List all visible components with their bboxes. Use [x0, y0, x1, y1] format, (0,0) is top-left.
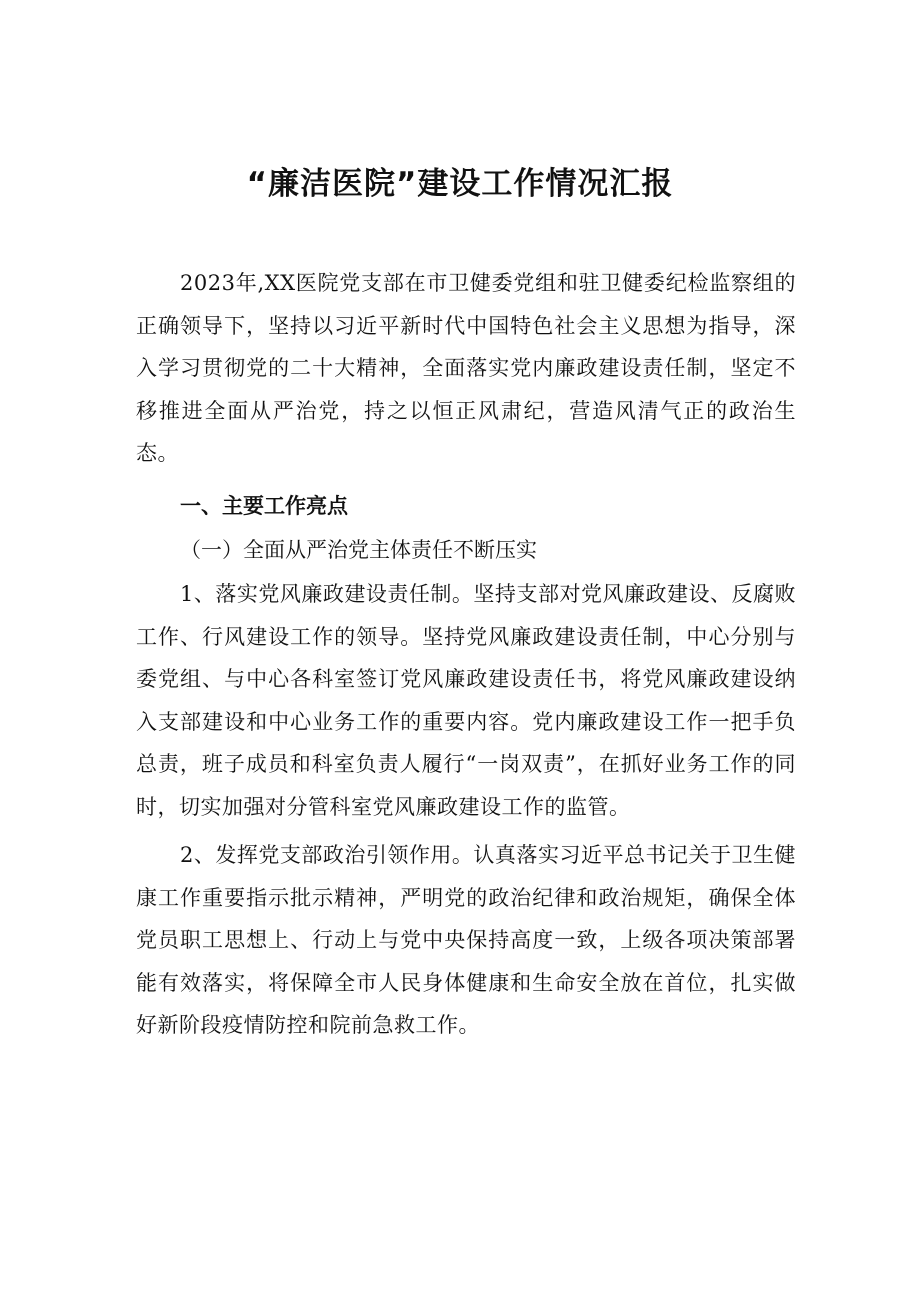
item-paragraph-1: 1、落实党风廉政建设责任制。坚持支部对党风廉政建设、反腐败工作、行风建设工作的领导。坚持党风廉政建设责任制，中心分别与委党组、与中心各科室签订党风廉政建设责任书，将党风廉政建设纳入支部建设和中心业务工作的重要内容。党内廉政建设工作一把手负总责，班子成员和科室负责人履行“一岗双责”，在抓好业务工作的同时，切实加强对分管科室党风廉政建设工作的监管。 — [136, 582, 796, 819]
intro-paragraph: 2023年,XX医院党支部在市卫健委党组和驻卫健委纪检监察组的正确领导下，坚持以习近平新时代中国特色社会主义思想为指导，深入学习贯彻党的二十大精神，全面落实党内廉政建设责任制，坚定不移推进全面从严治党，持之以恒正风肃纪，营造风清气正的政治生态。 — [136, 271, 796, 465]
section-heading: 一、主要工作亮点 — [180, 493, 348, 518]
document-title: “廉洁医院”建设工作情况汇报 — [246, 166, 674, 202]
document-body — [136, 262, 796, 1047]
item-paragraph-2: 2、发挥党支部政治引领作用。认真落实习近平总书记关于卫生健康工作重要指示批示精神，严明党的政治纪律和政治规矩，确保全体党员职工思想上、行动上与党中央保持高度一致，上级各项决策部署能有效落实，将保障全市人民身体健康和生命安全放在首位，扎实做好新阶段疫情防控和院前急救工作。 — [136, 843, 796, 1037]
subsection-heading: （一）全面从严治党主体责任不断压实 — [180, 538, 537, 562]
